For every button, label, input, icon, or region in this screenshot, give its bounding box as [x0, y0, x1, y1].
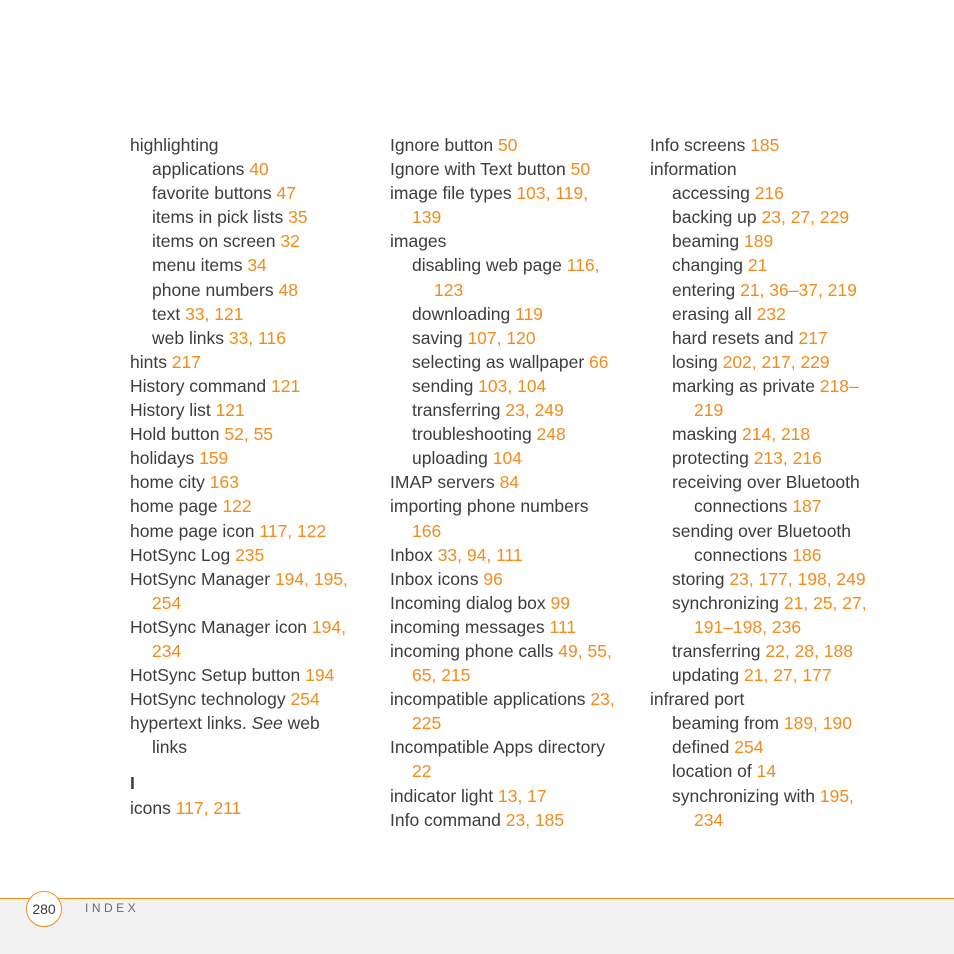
- entry-term: Inbox icons: [390, 568, 484, 589]
- page-number: 280: [26, 891, 62, 927]
- index-entry: [650, 711, 910, 735]
- entry-term: downloading: [412, 303, 516, 324]
- entry-term: home page: [130, 496, 223, 517]
- entry-term: History command: [130, 375, 272, 396]
- page-reference-link[interactable]: 47: [276, 183, 296, 204]
- entry-term: Inbox: [390, 544, 438, 565]
- index-entry: [650, 205, 910, 229]
- entry-term: Info command: [390, 809, 506, 830]
- index-entry: [130, 711, 380, 735]
- page-reference-link[interactable]: 22: [412, 761, 432, 782]
- page-reference-link[interactable]: 104: [492, 448, 522, 469]
- index-entry: [650, 543, 910, 567]
- index-entry: [650, 567, 910, 591]
- entry-term: images: [390, 231, 447, 252]
- index-entry: [650, 278, 910, 302]
- entry-term: defined: [672, 737, 735, 758]
- page-reference-link[interactable]: 189, 190: [783, 713, 852, 734]
- index-entry: [650, 229, 910, 253]
- page-reference-link[interactable]: 40: [249, 159, 269, 180]
- index-entry: [390, 591, 640, 615]
- page-reference-link[interactable]: 13, 17: [497, 785, 547, 806]
- index-entry: [390, 350, 640, 374]
- index-entry: [130, 446, 380, 470]
- index-entry: [390, 374, 640, 398]
- entry-term: transferring: [412, 400, 506, 421]
- page-reference-link[interactable]: 163: [209, 472, 239, 493]
- page-reference-link[interactable]: 234: [694, 809, 724, 830]
- entry-term: icons: [130, 797, 176, 818]
- index-entry: [390, 278, 640, 302]
- index-entry: [130, 519, 380, 543]
- entry-term: text: [152, 303, 186, 324]
- entry-term: information: [650, 159, 737, 180]
- page-reference-link[interactable]: 122: [222, 496, 252, 517]
- entry-term: hypertext links.: [130, 713, 252, 734]
- page-reference-link[interactable]: 235: [235, 544, 265, 565]
- entry-term: image file types: [390, 183, 517, 204]
- page-reference-link[interactable]: 21: [747, 255, 768, 276]
- page-reference-link[interactable]: 213, 216: [753, 448, 822, 469]
- page-reference-link[interactable]: 50: [498, 135, 518, 155]
- page-reference-link[interactable]: 218–: [819, 375, 859, 396]
- index-entry: [390, 735, 640, 759]
- page-reference-link[interactable]: 111: [549, 616, 577, 637]
- entry-term: applications: [152, 159, 250, 180]
- entry-term: web links: [152, 327, 229, 348]
- page-reference-link[interactable]: 185: [750, 135, 780, 155]
- entry-term: beaming: [672, 231, 744, 252]
- entry-term: marking as private: [672, 375, 820, 396]
- page-reference-link[interactable]: 219: [694, 400, 724, 421]
- page-reference-link[interactable]: 52, 55: [224, 424, 274, 445]
- index-entry: [650, 639, 910, 663]
- page-reference-link[interactable]: 217: [798, 327, 828, 348]
- page-reference-link[interactable]: 195,: [819, 785, 854, 806]
- page-reference-link[interactable]: 254: [290, 689, 320, 710]
- entry-term: synchronizing with: [672, 785, 820, 806]
- page-reference-link[interactable]: 214, 218: [742, 424, 811, 445]
- page-reference-link[interactable]: 23,: [590, 689, 615, 710]
- index-entry: [650, 253, 910, 277]
- index-entry: [650, 398, 910, 422]
- index-entry: [650, 350, 910, 374]
- entry-term: infrared port: [650, 689, 745, 710]
- page-reference-link[interactable]: 32: [280, 231, 300, 252]
- page-reference-link[interactable]: 33, 94, 111: [437, 544, 523, 565]
- page-reference-link[interactable]: 121: [215, 400, 245, 421]
- index-entry: [390, 663, 640, 687]
- page-reference-link[interactable]: 116,: [566, 255, 600, 276]
- entry-term: items on screen: [152, 231, 281, 252]
- entry-term: receiving over Bluetooth: [672, 472, 860, 493]
- page-reference-link[interactable]: 232: [756, 303, 786, 324]
- index-entry: [390, 711, 640, 735]
- index-entry: [390, 470, 640, 494]
- index-entry: [650, 519, 910, 543]
- page-reference-link[interactable]: 187: [792, 496, 822, 517]
- entry-term: masking: [672, 424, 743, 445]
- index-entry: [390, 494, 640, 518]
- page-reference-link[interactable]: 159: [199, 448, 229, 469]
- page-reference-link[interactable]: 121: [271, 375, 301, 396]
- page-reference-link[interactable]: 84: [499, 472, 520, 493]
- page-reference-link[interactable]: 119: [515, 303, 544, 324]
- entry-term: hints: [130, 351, 172, 372]
- index-entry: [390, 615, 640, 639]
- entry-term: losing: [672, 351, 723, 372]
- index-entry: [390, 808, 640, 832]
- entry-term: items in pick lists: [152, 207, 289, 228]
- entry-term: HotSync Log: [130, 544, 236, 565]
- entry-term: Ignore with Text button: [390, 159, 571, 180]
- page-reference-link[interactable]: 23, 27, 229: [761, 207, 850, 228]
- page-reference-link[interactable]: 117, 211: [175, 797, 242, 818]
- index-entry: [390, 519, 640, 543]
- index-entry: [650, 326, 910, 350]
- page-reference-link[interactable]: 225: [412, 713, 442, 734]
- index-entry: [130, 470, 380, 494]
- index-entry: [650, 615, 910, 639]
- entry-term: Ignore button: [390, 135, 498, 155]
- footer-band: [0, 899, 954, 954]
- index-entry: [390, 543, 640, 567]
- index-entry: [130, 326, 380, 350]
- entry-term: erasing all: [672, 303, 757, 324]
- index-entry: [390, 398, 640, 422]
- page-reference-link[interactable]: 194: [305, 665, 335, 686]
- index-entry: [650, 808, 910, 832]
- index-entry: [390, 181, 640, 205]
- page-reference-link[interactable]: 66: [589, 351, 609, 372]
- entry-term: HotSync technology: [130, 689, 291, 710]
- page-reference-link[interactable]: 22, 28, 188: [765, 640, 853, 661]
- entry-term: indicator light: [390, 785, 498, 806]
- page-reference-link[interactable]: 48: [278, 279, 298, 300]
- entry-term: incoming phone calls: [390, 640, 559, 661]
- index-entry: [130, 543, 380, 567]
- entry-term: I: [130, 773, 135, 794]
- index-entry: [650, 422, 910, 446]
- section-label: INDEX: [85, 901, 140, 915]
- entry-term: importing phone numbers: [390, 496, 589, 517]
- index-entry: [130, 567, 380, 591]
- page-reference-link[interactable]: 21, 36–37, 219: [740, 279, 857, 300]
- page-reference-link[interactable]: 23, 185: [505, 809, 565, 830]
- index-entry: [130, 374, 380, 398]
- index-entry: [650, 759, 910, 783]
- entry-term: home page icon: [130, 520, 260, 541]
- entry-term: Hold button: [130, 424, 225, 445]
- page-reference-link[interactable]: 34: [247, 255, 267, 276]
- page-reference-link[interactable]: 107, 120: [467, 327, 536, 348]
- index-entry: [650, 494, 910, 518]
- entry-term: changing: [672, 255, 748, 276]
- page-reference-link[interactable]: 99: [550, 592, 570, 613]
- entry-term: Incompatible Apps directory: [390, 737, 605, 758]
- index-entry: [390, 784, 640, 808]
- index-entry: [130, 422, 380, 446]
- entry-term: connections: [694, 496, 793, 517]
- entry-term: synchronizing: [672, 592, 784, 613]
- index-entry: [130, 157, 380, 181]
- index-entry: [130, 253, 380, 277]
- index-entry: [650, 157, 910, 181]
- entry-term: phone numbers: [152, 279, 279, 300]
- entry-term: saving: [412, 327, 468, 348]
- index-entry: [130, 639, 380, 663]
- index-column-2: [390, 133, 640, 832]
- page-reference-link[interactable]: 254: [734, 737, 764, 758]
- page-reference-link[interactable]: 194, 195,: [274, 568, 348, 589]
- page-reference-link[interactable]: 202, 217, 229: [722, 351, 830, 372]
- entry-term: menu items: [152, 255, 248, 276]
- entry-term: backing up: [672, 207, 762, 228]
- index-column-3: [650, 133, 910, 832]
- page-reference-link[interactable]: 21, 27, 177: [744, 665, 832, 686]
- entry-term: links: [152, 737, 188, 758]
- entry-term: sending over Bluetooth: [672, 520, 852, 541]
- index-entry: [130, 302, 380, 326]
- footer-rule: [0, 898, 954, 899]
- page-reference-link[interactable]: 33, 116: [228, 327, 286, 348]
- entry-term: uploading: [412, 448, 493, 469]
- page-reference-link[interactable]: 123: [434, 279, 464, 300]
- index-entry: [130, 350, 380, 374]
- entry-term: HotSync Manager icon: [130, 616, 312, 637]
- index-entry: [390, 157, 640, 181]
- index-entry: [390, 422, 640, 446]
- index-entry: [130, 796, 380, 820]
- index-entry: [390, 133, 640, 157]
- page-reference-link[interactable]: 166: [412, 520, 442, 541]
- page-reference-link[interactable]: 14: [756, 761, 777, 782]
- entry-term: protecting: [672, 448, 754, 469]
- entry-term: selecting as wallpaper: [412, 351, 590, 372]
- page-reference-link[interactable]: 49, 55,: [558, 640, 612, 661]
- index-entry: [650, 687, 910, 711]
- page-reference-link[interactable]: 50: [570, 159, 591, 180]
- page-reference-link[interactable]: 216: [754, 183, 784, 204]
- index-entry: [650, 784, 910, 808]
- entry-term: favorite buttons: [152, 183, 277, 204]
- index-entry: [650, 470, 910, 494]
- entry-term: IMAP servers: [390, 472, 500, 493]
- index-entry: [130, 181, 380, 205]
- entry-term: disabling web page: [412, 255, 567, 276]
- index-entry: [390, 687, 640, 711]
- index-entry: [390, 253, 640, 277]
- index-entry: [390, 567, 640, 591]
- page-reference-link[interactable]: 23, 177, 198, 249: [729, 568, 866, 589]
- page-reference-link[interactable]: 254: [152, 592, 182, 613]
- page-reference-link[interactable]: 23, 249: [505, 400, 564, 421]
- page-reference-link[interactable]: 248: [536, 424, 566, 445]
- index-entry: [130, 615, 380, 639]
- entry-term: incoming messages: [390, 616, 550, 637]
- entry-term: holidays: [130, 448, 200, 469]
- entry-term: connections: [694, 544, 793, 565]
- index-entry: [130, 205, 380, 229]
- index-entry: [650, 663, 910, 687]
- page-reference-link[interactable]: 21, 25, 27,: [783, 592, 867, 613]
- index-entry: [650, 374, 910, 398]
- index-entry: [390, 326, 640, 350]
- index-entry: [650, 735, 910, 759]
- entry-term: Incoming dialog box: [390, 592, 551, 613]
- index-letter-heading: [130, 771, 380, 795]
- index-entry: [390, 205, 640, 229]
- entry-term-cont: web: [282, 713, 320, 734]
- page-reference-link[interactable]: 96: [483, 568, 503, 589]
- index-entry: [390, 302, 640, 326]
- entry-term: incompatible applications: [390, 689, 591, 710]
- entry-term: highlighting: [130, 135, 219, 155]
- index-entry: [130, 735, 380, 759]
- index-entry: [650, 446, 910, 470]
- index-entry: [650, 302, 910, 326]
- index-entry: [130, 663, 380, 687]
- entry-term: hard resets and: [672, 327, 799, 348]
- page-reference-link[interactable]: 217: [171, 351, 202, 372]
- entry-term: location of: [672, 761, 757, 782]
- index-entry: [390, 759, 640, 783]
- index-entry: [390, 639, 640, 663]
- page-reference-link[interactable]: 194,: [311, 616, 346, 637]
- page-reference-link[interactable]: 234: [152, 640, 182, 661]
- index-entry: [650, 181, 910, 205]
- page-reference-link[interactable]: 33, 121: [185, 303, 244, 324]
- page-reference-link[interactable]: 186: [792, 544, 822, 565]
- entry-term: home city: [130, 472, 210, 493]
- page-reference-link[interactable]: 139: [412, 207, 442, 228]
- page-reference-link[interactable]: 189: [744, 231, 774, 252]
- index-entry: [130, 133, 380, 157]
- entry-term: storing: [672, 568, 730, 589]
- index-entry: [130, 494, 380, 518]
- entry-term: troubleshooting: [412, 424, 537, 445]
- index-entry: [130, 398, 380, 422]
- index-entry: [130, 687, 380, 711]
- entry-see: See: [251, 713, 283, 734]
- page-reference-link[interactable]: 35: [288, 207, 308, 228]
- index-entry: [390, 229, 640, 253]
- entry-term: Info screens: [650, 135, 751, 155]
- index-column-1: [130, 133, 380, 820]
- entry-term: updating: [672, 665, 745, 686]
- entry-term: History list: [130, 400, 216, 421]
- index-entry: [130, 229, 380, 253]
- entry-term: transferring: [672, 640, 766, 661]
- index-entry: [130, 591, 380, 615]
- entry-term: sending: [412, 375, 479, 396]
- index-entry: [650, 133, 910, 157]
- entry-term: accessing: [672, 183, 755, 204]
- page-reference-link[interactable]: 103, 104: [478, 375, 547, 396]
- entry-term: entering: [672, 279, 741, 300]
- page-reference-link[interactable]: 117, 122: [259, 520, 327, 541]
- page-reference-link[interactable]: 191–198, 236: [694, 616, 802, 637]
- page-reference-link[interactable]: 103, 119,: [516, 183, 589, 204]
- index-entry: [650, 591, 910, 615]
- index-entry: [130, 278, 380, 302]
- entry-term: HotSync Manager: [130, 568, 275, 589]
- page-reference-link[interactable]: 65, 215: [412, 665, 471, 686]
- index-entry: [390, 446, 640, 470]
- entry-term: HotSync Setup button: [130, 665, 306, 686]
- entry-term: beaming from: [672, 713, 784, 734]
